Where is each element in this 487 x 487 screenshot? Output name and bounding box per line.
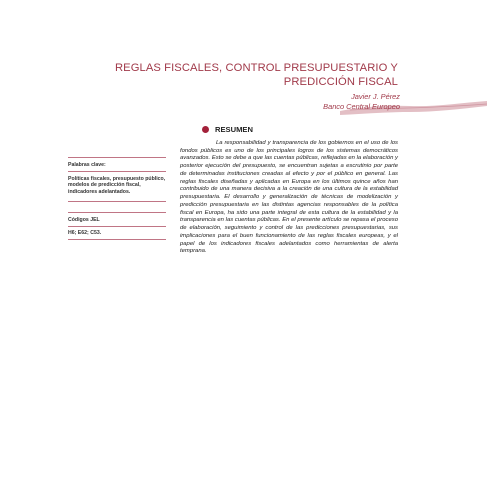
abstract-body xyxy=(180,140,398,256)
divider xyxy=(68,157,166,158)
article-title xyxy=(96,61,398,89)
divider xyxy=(68,212,166,213)
keywords-label: Palabras clave: xyxy=(68,162,106,168)
jel-codes: H6; E62; C53. xyxy=(68,230,102,236)
divider xyxy=(68,171,166,172)
author-affiliation: Banco Central Europeo xyxy=(323,102,400,111)
author-name: Javier J. Pérez xyxy=(351,92,400,101)
abstract-heading-label: RESUMEN xyxy=(215,125,253,134)
divider xyxy=(68,201,166,202)
divider xyxy=(68,226,166,227)
abstract-text: La responsabilidad y transparencia de los gobiernos en el uso de los fondos públicos es uno de los principales logros de los sistemas democráticos avanzados. Esto se debe a que las cuentas públicas, reflejadas en la elaboración y posterior ejecución del presupuesto, se encuentran sujetas a escrutinio por parte de determinadas instituciones creadas al efecto y por el público en general. Las reglas fiscales diseñadas y aplicadas en Europa en los últimos quince años han contribuido de una manera decisiva a la creación de una cultura de la estabilidad presupuestaria. El desarrollo y generalización de técnicas de modelización y predicción presupuestaria en las distintas agencias responsables de la política fiscal en Europa, ha sido una parte integral de esta cultura de la estabilidad y la transparencia en las cuentas públicas. En el presente artículo se repasa el proceso de elaboración, seguimiento y control de las predicciones presupuestarias, sus implicaciones para el buen funcionamiento de las reglas fiscales europeas, y el papel de los indicadores fiscales adelantados como herramientas de alerta temprana. xyxy=(180,140,398,255)
keywords-text: Políticas fiscales, presupuesto público, modelos de predicción fiscal, indicadores adelantados. xyxy=(68,176,166,195)
jel-label: Códigos JEL xyxy=(68,217,100,223)
abstract-heading xyxy=(202,125,253,134)
bullet-icon xyxy=(202,126,209,133)
divider xyxy=(68,239,166,240)
title-line-1: REGLAS FISCALES, CONTROL PRESUPUESTARIO Y xyxy=(114,62,398,74)
title-line-2: PREDICCIÓN FISCAL xyxy=(283,76,398,88)
